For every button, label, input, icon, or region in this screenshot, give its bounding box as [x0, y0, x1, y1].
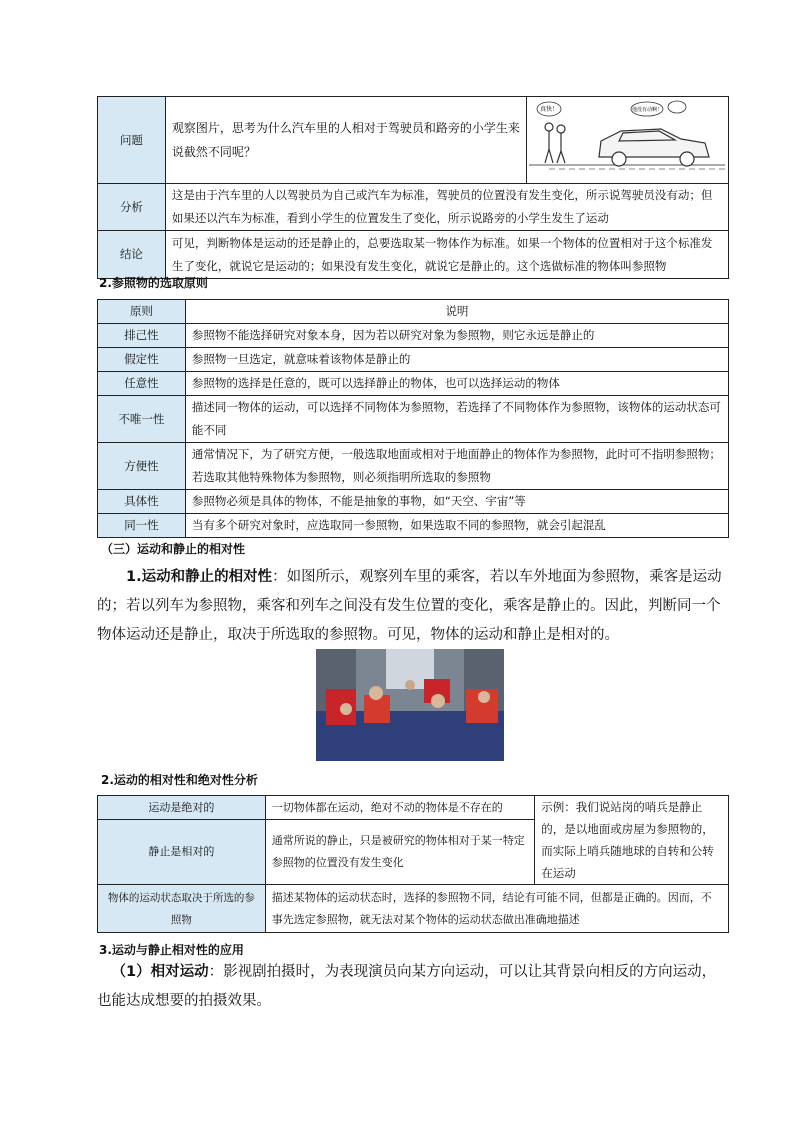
paragraph-relativity-body: ：如图所示，观察列车里的乘客，若以车外地面为参照物，乘客是运动的；若以列车为参照物，乘客和列车之间没有发生位置的变化，乘客是静止的。因此，判断同一个物体运动还是静止，取决于所选取的参照物。可见，物体的运动和静止是相对的。	[97, 569, 722, 643]
question-head: 问题	[98, 97, 166, 184]
conclusion-text: 可见，判断物体是运动的还是静止的，总要选取某一物体作为标准。如果一个物体的位置相对于这个标准发生了变化，就说它是运动的；如果没有发生变化，就说它是静止的。这个选做标准的物体叫参照物	[165, 231, 728, 279]
absolute-motion-text: 一切物体都在运动，绝对不动的物体是不存在的	[265, 796, 535, 820]
principle-col-head: 原则	[98, 300, 186, 324]
analysis-text: 这是由于汽车里的人以驾驶员为自己或汽车为标准，驾驶员的位置没有发生变化，所示说驾驶员没有动；但如果还以汽车为标准，看到小学生的位置发生了变化，所示说路旁的小学生发生了运动	[165, 184, 728, 231]
car-illustration	[526, 97, 728, 184]
principle-desc: 参照物的选择是任意的，既可以选择静止的物体，也可以选择运动的物体	[185, 372, 728, 396]
heading-applications: 3.运动与静止相对性的应用	[99, 943, 244, 957]
state-depends-text: 描述某物体的运动状态时，选择的参照物不同，结论有可能不同，但都是正确的。因而，不事先选定参照物，就无法对某个物体的运动状态做出准确地描述	[265, 885, 728, 933]
principle-name: 方便性	[98, 443, 186, 490]
observation-table	[97, 96, 729, 279]
state-depends-head: 物体的运动状态取决于所选的参照物	[98, 885, 266, 933]
principle-desc: 参照物必须是具体的物体，不能是抽象的事物，如“天空、宇宙”等	[185, 490, 728, 514]
principle-name: 同一性	[98, 514, 186, 538]
heading-relative-absolute: 2.运动的相对性和绝对性分析	[101, 773, 258, 787]
heading-relativity: （三）运动和静止的相对性	[101, 542, 246, 556]
principle-name: 不唯一性	[98, 396, 186, 443]
paragraph-relative-motion-lead: （1）相对运动	[111, 964, 209, 980]
principle-name: 假定性	[98, 348, 186, 372]
principle-desc: 参照物不能选择研究对象本身，因为若以研究对象为参照物，则它永远是静止的	[185, 324, 728, 348]
sentry-example: 示例：我们说站岗的哨兵是静止的，是以地面或房屋为参照物的，而实际上哨兵随地球的自转和公转在运动	[535, 796, 729, 885]
paragraph-relative-motion	[97, 958, 725, 1016]
relative-rest-text: 通常所说的静止，只是被研究的物体相对于某一特定参照物的位置没有发生变化	[265, 820, 535, 885]
bubble-1: 真快！	[539, 106, 558, 113]
paragraph-relativity-lead: 1.运动和静止的相对性	[126, 569, 273, 585]
heading-selection-principles: 2.参照物的选取原则	[99, 276, 208, 290]
principles-table	[97, 299, 729, 538]
paragraph-relative-motion-body: ：影视剧拍摄时，为表现演员向某方向运动，可以让其背景向相反的方向运动，也能达成想要的拍摄效果。	[97, 964, 717, 1009]
conclusion-head: 结论	[98, 231, 166, 279]
relative-rest-head: 静止是相对的	[98, 820, 266, 885]
bubble-2: 他没有动啊！	[631, 107, 662, 113]
description-col-head: 说明	[185, 300, 728, 324]
analysis-head: 分析	[98, 184, 166, 231]
relativity-table	[97, 795, 729, 933]
train-passengers-photo	[316, 649, 504, 761]
principle-desc: 描述同一物体的运动，可以选择不同物体为参照物，若选择了不同物体作为参照物，该物体的运动状态可能不同	[185, 396, 728, 443]
question-text: 观察图片，思考为什么汽车里的人相对于驾驶员和路旁的小学生来说截然不同呢？	[165, 97, 526, 184]
principle-desc: 当有多个研究对象时，应选取同一参照物，如果选取不同的参照物，就会引起混乱	[185, 514, 728, 538]
principle-name: 排己性	[98, 324, 186, 348]
principle-desc: 参照物一旦选定，就意味着该物体是静止的	[185, 348, 728, 372]
absolute-motion-head: 运动是绝对的	[98, 796, 266, 820]
paragraph-relativity	[97, 563, 725, 650]
principle-name: 任意性	[98, 372, 186, 396]
car-pedestrian-drawing	[529, 99, 725, 173]
principle-name: 具体性	[98, 490, 186, 514]
principle-desc: 通常情况下，为了研究方便，一般选取地面或相对于地面静止的物体作为参照物，此时可不指明参照物；若选取其他特殊物体为参照物，则必须指明所选取的参照物	[185, 443, 728, 490]
